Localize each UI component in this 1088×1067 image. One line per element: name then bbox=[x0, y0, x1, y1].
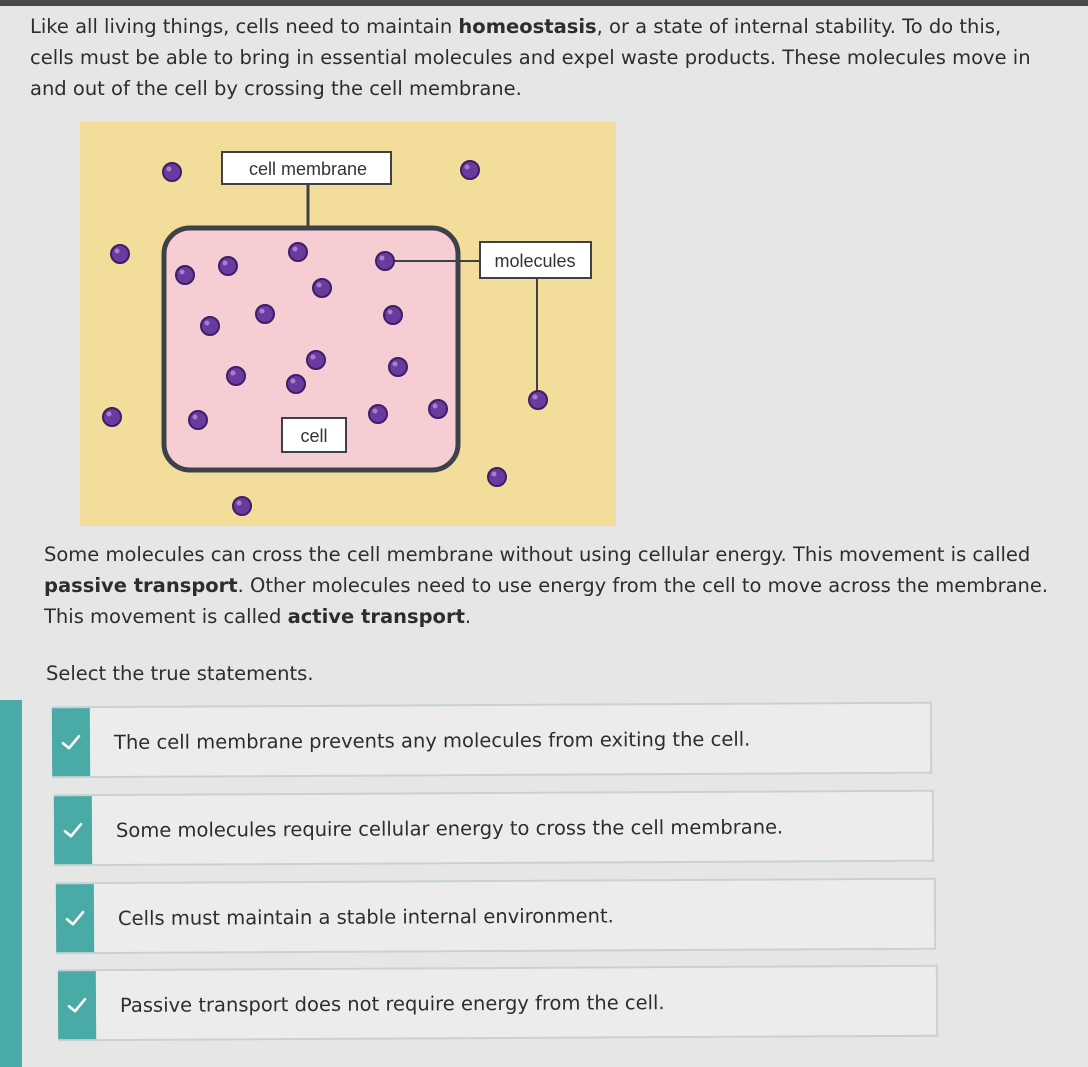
option-label: Passive transport does not require energy from the cell. bbox=[119, 990, 665, 1017]
option-label: Cells must maintain a stable internal environment. bbox=[117, 903, 614, 930]
molecule-dot bbox=[189, 411, 207, 429]
transport-text-2: . Other molecules need to use energy from the cell to move across the membrane. This movement is called bbox=[44, 574, 1049, 628]
answer-option-2[interactable] bbox=[54, 790, 934, 867]
checkmark-icon bbox=[60, 731, 82, 753]
molecule-dot bbox=[307, 351, 325, 369]
molecule-highlight bbox=[167, 167, 172, 172]
cell-membrane-diagram bbox=[80, 122, 616, 526]
answer-option-1[interactable] bbox=[52, 702, 932, 779]
option-check-area[interactable] bbox=[54, 796, 92, 864]
question-prompt: Select the true statements. bbox=[46, 662, 314, 685]
term-homeostasis: homeostasis bbox=[458, 15, 597, 38]
intro-text-1: Like all living things, cells need to maintain bbox=[30, 15, 459, 38]
molecule-highlight bbox=[317, 283, 322, 288]
molecule-highlight bbox=[388, 310, 393, 315]
intro-text-2: , or a state of internal stability. To do this, cells must be able to bring in essential molecules and expel waste products. These molecules move in and out of the cell by crossing the cell membrane. bbox=[30, 15, 1031, 100]
molecules-label: molecules bbox=[494, 251, 576, 271]
option-check-area[interactable] bbox=[52, 708, 90, 776]
transport-text-3: . bbox=[464, 605, 472, 628]
molecule-highlight bbox=[180, 270, 185, 275]
molecule-highlight bbox=[380, 256, 385, 261]
transport-paragraph bbox=[44, 539, 1064, 632]
molecule-highlight bbox=[115, 249, 120, 254]
molecule-dot bbox=[287, 375, 305, 393]
checkmark-icon bbox=[62, 819, 84, 841]
term-passive-transport: passive transport bbox=[44, 574, 238, 597]
molecule-highlight bbox=[293, 247, 298, 252]
molecule-dot bbox=[488, 468, 506, 486]
molecule-dot bbox=[176, 266, 194, 284]
top-strip bbox=[0, 0, 1088, 6]
molecule-highlight bbox=[231, 371, 236, 376]
molecule-highlight bbox=[465, 165, 470, 170]
molecule-dot bbox=[529, 391, 547, 409]
molecule-highlight bbox=[492, 472, 497, 477]
molecule-highlight bbox=[433, 404, 438, 409]
left-accent-strip bbox=[0, 700, 22, 1067]
molecule-dot bbox=[201, 317, 219, 335]
answer-option-4[interactable] bbox=[58, 965, 938, 1042]
term-active-transport: active transport bbox=[287, 605, 465, 628]
molecule-dot bbox=[111, 245, 129, 263]
molecule-highlight bbox=[393, 362, 398, 367]
molecule-dot bbox=[429, 400, 447, 418]
molecule-dot bbox=[313, 279, 331, 297]
checkmark-icon bbox=[66, 994, 88, 1016]
molecule-dot bbox=[376, 252, 394, 270]
molecule-dot bbox=[389, 358, 407, 376]
molecule-dot bbox=[384, 306, 402, 324]
molecule-highlight bbox=[260, 309, 265, 314]
molecule-highlight bbox=[223, 261, 228, 266]
cell-label: cell bbox=[300, 426, 328, 446]
membrane-label: cell membrane bbox=[248, 159, 368, 179]
option-check-area[interactable] bbox=[56, 884, 94, 952]
molecule-highlight bbox=[311, 355, 316, 360]
molecule-dot bbox=[219, 257, 237, 275]
molecule-dot bbox=[233, 497, 251, 515]
molecule-dot bbox=[461, 161, 479, 179]
molecule-highlight bbox=[237, 501, 242, 506]
molecule-highlight bbox=[291, 379, 296, 384]
checkmark-icon bbox=[64, 907, 86, 929]
option-check-area[interactable] bbox=[58, 971, 96, 1039]
intro-paragraph bbox=[30, 11, 1050, 104]
molecule-dot bbox=[227, 367, 245, 385]
answer-option-3[interactable] bbox=[56, 878, 936, 955]
molecule-highlight bbox=[373, 409, 378, 414]
molecule-dot bbox=[103, 408, 121, 426]
molecule-highlight bbox=[107, 412, 112, 417]
transport-text-1: Some molecules can cross the cell membrane without using cellular energy. This movement is called bbox=[44, 543, 1031, 566]
molecule-dot bbox=[163, 163, 181, 181]
molecule-highlight bbox=[205, 321, 210, 326]
molecule-dot bbox=[256, 305, 274, 323]
molecule-dot bbox=[369, 405, 387, 423]
option-label: The cell membrane prevents any molecules from exiting the cell. bbox=[113, 727, 751, 754]
molecule-dot bbox=[289, 243, 307, 261]
molecule-highlight bbox=[193, 415, 198, 420]
option-label: Some molecules require cellular energy to cross the cell membrane. bbox=[115, 814, 784, 842]
molecule-highlight bbox=[533, 395, 538, 400]
